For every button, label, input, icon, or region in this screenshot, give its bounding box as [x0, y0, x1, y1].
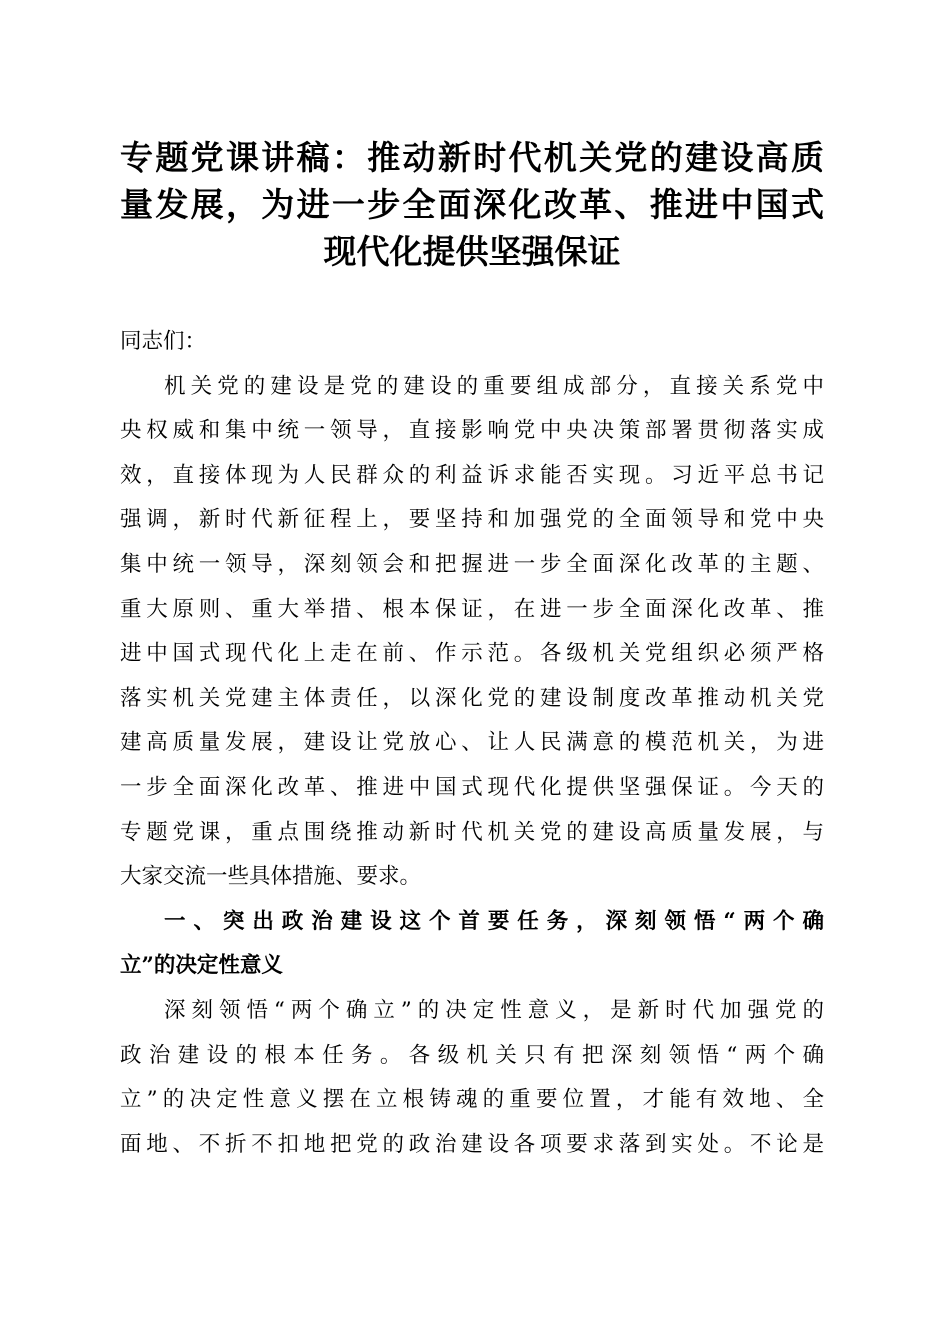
text-line: 专题党课，重点围绕推动新时代机关党的建设高质量发展，与	[120, 819, 824, 845]
text-line: 政治建设的根本任务。各级机关只有把深刻领悟“两个确	[120, 1042, 824, 1068]
text-line: 一步全面深化改革、推进中国式现代化提供坚强保证。今天的	[120, 774, 824, 800]
heading-line: 立”的决定性意义	[120, 953, 283, 979]
text-line: 进中国式现代化上走在前、作示范。各级机关党组织必须严格	[120, 641, 824, 667]
text-line: 重大原则、重大举措、根本保证，在进一步全面深化改革、推	[120, 596, 824, 622]
text-line: 立”的决定性意义摆在立根铸魂的重要位置，才能有效地、全	[120, 1087, 824, 1113]
text-line: 落实机关党建主体责任，以深化党的建设制度改革推动机关党	[120, 685, 824, 711]
document-body	[120, 320, 824, 1167]
heading-line: 一、突出政治建设这个首要任务，深刻领悟“两个确	[164, 908, 824, 934]
paragraph-section-1	[120, 989, 824, 1167]
text-line: 效，直接体现为人民群众的利益诉求能否实现。习近平总书记	[120, 462, 824, 488]
title-line: 量发展，为进一步全面深化改革、推进中国式	[120, 185, 824, 224]
text-line: 大家交流一些具体措施、要求。	[120, 864, 422, 890]
text-line: 面地、不折不扣地把党的政治建设各项要求落到实处。不论是	[120, 1131, 824, 1157]
text-line: 建高质量发展，建设让党放心、让人民满意的模范机关，为进	[120, 730, 824, 756]
title-line: 现代化提供坚强保证	[323, 232, 621, 271]
section-heading	[120, 900, 824, 989]
text-line: 强调，新时代新征程上，要坚持和加强党的全面领导和党中央	[120, 507, 824, 533]
text-line: 央权威和集中统一领导，直接影响党中央决策部署贯彻落实成	[120, 418, 824, 444]
greeting: 同志们：	[120, 329, 207, 354]
text-line: 深刻领悟“两个确立”的决定性意义，是新时代加强党的	[164, 997, 824, 1023]
text-line: 机关党的建设是党的建设的重要组成部分，直接关系党中	[164, 373, 824, 399]
text-line: 集中统一领导，深刻领会和把握进一步全面深化改革的主题、	[120, 551, 824, 577]
paragraph-intro	[120, 365, 824, 900]
title-line: 专题党课讲稿：推动新时代机关党的建设高质	[120, 138, 824, 177]
document-title	[120, 134, 824, 275]
